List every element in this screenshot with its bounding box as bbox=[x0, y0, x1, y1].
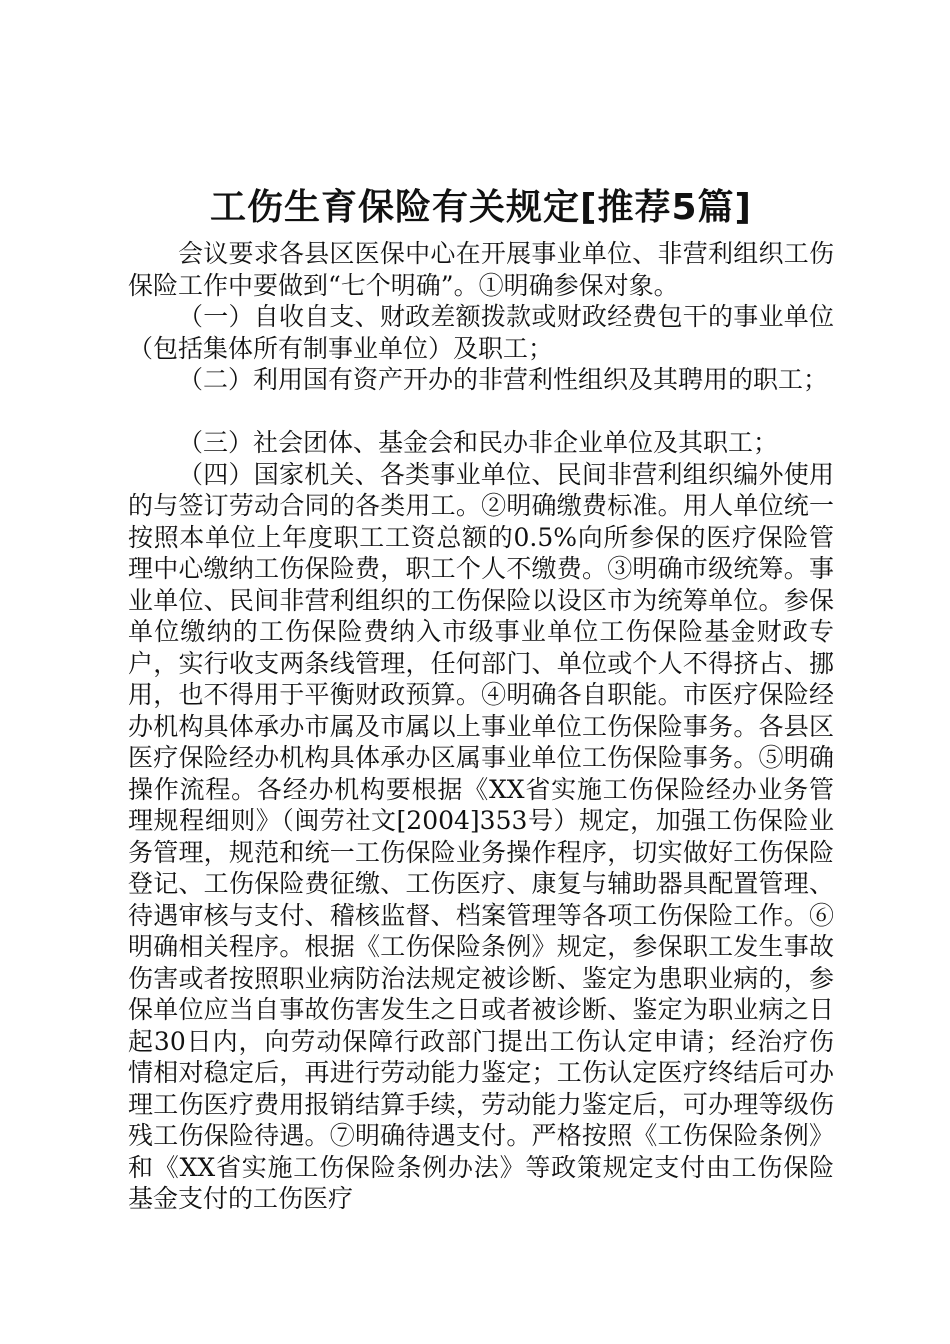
document-page bbox=[128, 186, 834, 1215]
paragraph-intro: 会议要求各县区医保中心在开展事业单位、非营利组织工伤保险工作中要做到“七个明确”。①明确参保对象。 bbox=[128, 239, 834, 300]
paragraph-item-3: （三）社会团体、基金会和民办非企业单位及其职工； bbox=[178, 428, 779, 457]
document-title: 工伤生育保险有关规定[推荐5篇] bbox=[210, 187, 752, 228]
paragraph-item-4: （四）国家机关、各类事业单位、民间非营利组织编外使用的与签订劳动合同的各类用工。②明确缴费标准。用人单位统一按照本单位上年度职工工资总额的0.5%向所参保的医疗保险管理中心缴纳工伤保险费，职工个人不缴费。③明确市级统筹。事业单位、民间非营利组织的工伤保险以设区市为统筹单位。参保单位缴纳的工伤保险费纳入市级事业单位工伤保险基金财政专户，实行收支两条线管理，任何部门、单位或个人不得挤占、挪用，也不得用于平衡财政预算。④明确各自职能。市医疗保险经办机构具体承办市属及市属以上事业单位工伤保险事务。各县区医疗保险经办机构具体承办区属事业单位工伤保险事务。⑤明确操作流程。各经办机构要根据《XX省实施工伤保险经办业务管理规程细则》（闽劳社文[2004]353号）规定，加强工伤保险业务管理，规范和统一工伤保险业务操作程序，切实做好工伤保险登记、工伤保险费征缴、工伤医疗、康复与辅助器具配置管理、待遇审核与支付、稽核监督、档案管理等各项工伤保险工作。⑥明确相关程序。根据《工伤保险条例》规定，参保职工发生事故伤害或者按照职业病防治法规定被诊断、鉴定为患职业病的，参保单位应当自事故伤害发生之日或者被诊断、鉴定为职业病之日起30日内，向劳动保障行政部门提出工伤认定申请；经治疗伤情相对稳定后，再进行劳动能力鉴定；工伤认定医疗终结后可办理工伤医疗费用报销结算手续，劳动能力鉴定后，可办理等级伤残工伤保险待遇。⑦明确待遇支付。严格按照《工伤保险条例》和《XX省实施工伤保险条例办法》等政策规定支付由工伤保险基金支付的工伤医疗 bbox=[128, 459, 834, 1213]
paragraph-item-2: （二）利用国有资产开办的非营利性组织及其聘用的职工； bbox=[178, 365, 829, 394]
paragraph-item-1: （一）自收自支、财政差额拨款或财政经费包干的事业单位（包括集体所有制事业单位）及职工； bbox=[128, 302, 834, 363]
